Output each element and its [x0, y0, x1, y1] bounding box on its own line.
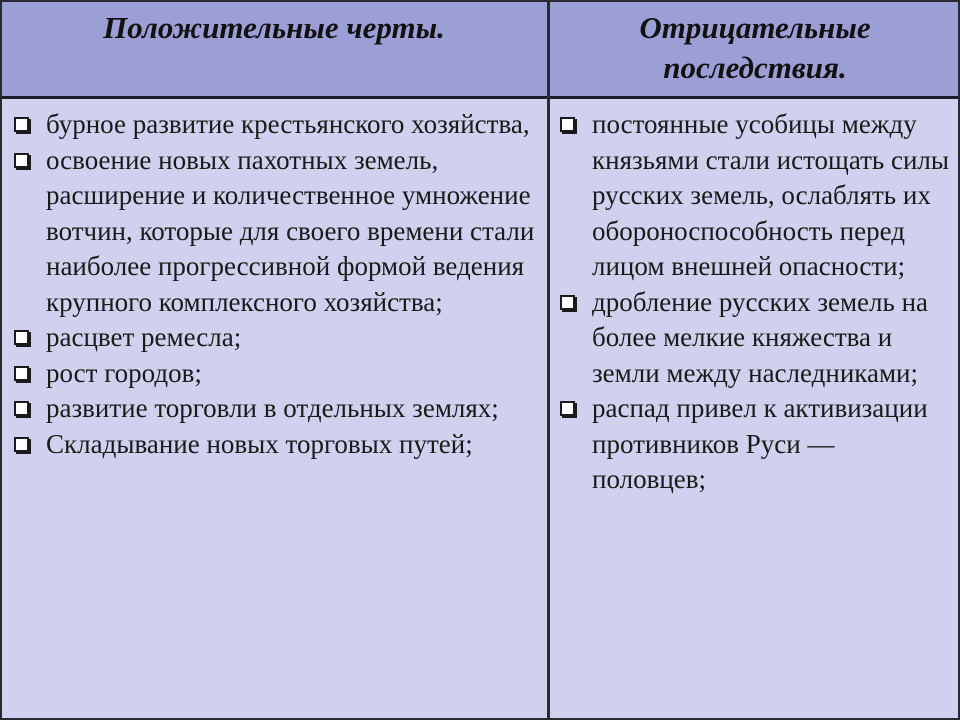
column-divider [547, 0, 550, 720]
checkbox-bullet-icon [14, 401, 29, 416]
table-header-row [0, 0, 960, 99]
header-positive-traits: Положительные черты. [103, 10, 445, 45]
list-item-text: Складывание новых торговых путей; [46, 428, 473, 459]
list-item [560, 285, 954, 392]
checkbox-bullet-icon [560, 117, 575, 132]
table-border-top [0, 0, 960, 2]
list-item [560, 391, 954, 498]
list-item [14, 356, 540, 392]
table-body-row [0, 99, 960, 720]
list-item [14, 107, 540, 143]
list-item-text: рост городов; [46, 357, 202, 388]
checkbox-bullet-icon [14, 330, 29, 345]
list-item-text: расцвет ремесла; [46, 322, 242, 352]
positive-traits-list [14, 107, 540, 462]
list-item-text: постоянные усобицы между князьями стали истощать силы русских земель, ослаблять их обороноспособность перед лицом внешней опасности; [592, 109, 950, 281]
negative-consequences-list [560, 107, 954, 498]
checkbox-bullet-icon [14, 366, 29, 381]
list-item [14, 391, 540, 427]
list-item [14, 320, 540, 356]
checkbox-bullet-icon [14, 437, 29, 452]
list-item-text: освоение новых пахотных земель, расширение и количественное умножение вотчин, которые для своего времени стали наиболее прогрессивной формой ведения крупного комплексного хозяйства; [46, 144, 535, 317]
list-item [14, 427, 540, 463]
checkbox-bullet-icon [560, 295, 575, 310]
list-item-text: распад привел к активизации противников Руси — половцев; [592, 393, 928, 494]
list-item [560, 107, 954, 285]
header-negative-consequences: Отрицательные последствия. [639, 10, 871, 85]
checkbox-bullet-icon [14, 153, 29, 168]
checkbox-bullet-icon [560, 401, 575, 416]
checkbox-bullet-icon [14, 117, 29, 132]
list-item-text: бурное развитие крестьянского хозяйства, [46, 109, 530, 139]
list-item-text: дробление русских земель на более мелкие княжества и земли между наследниками; [592, 286, 929, 388]
table-border-left [0, 0, 2, 720]
list-item-text: развитие торговли в отдельных землях; [46, 393, 499, 423]
list-item [14, 143, 540, 321]
